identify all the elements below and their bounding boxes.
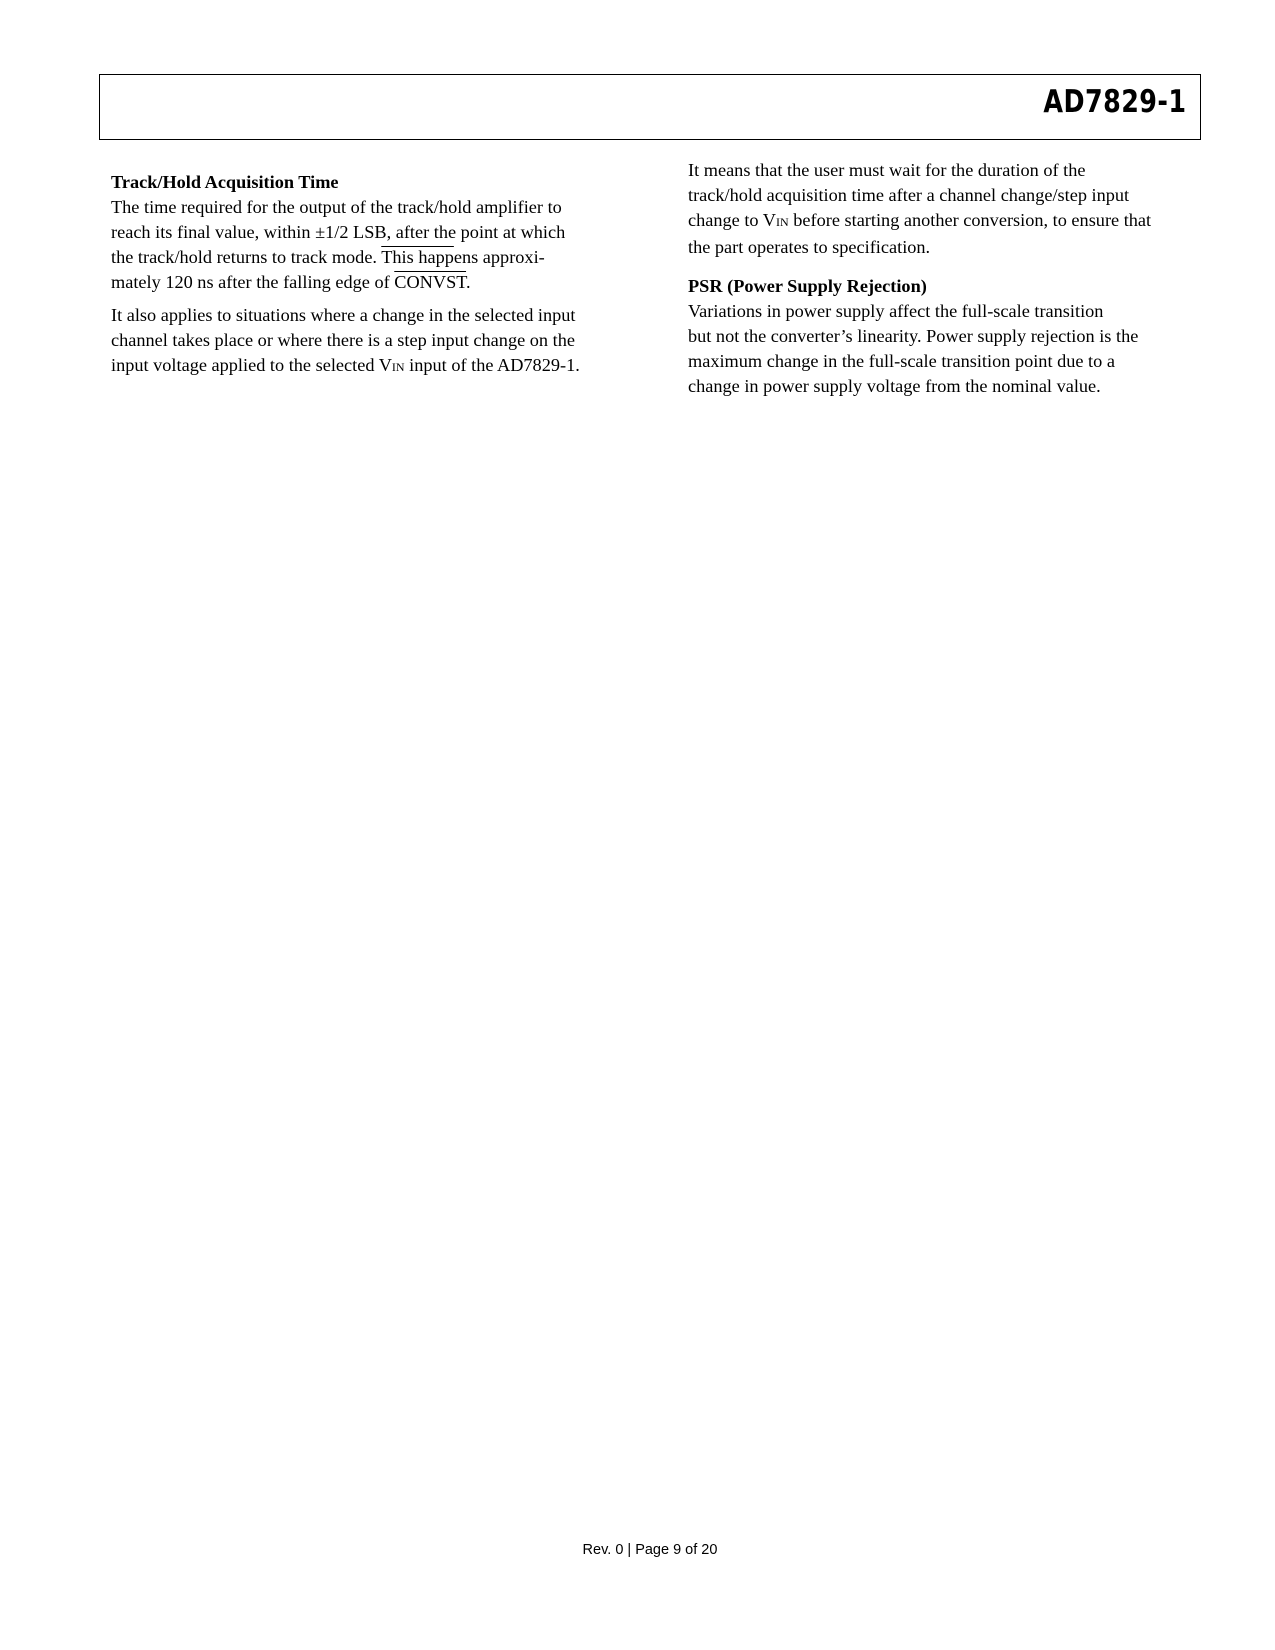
text-line: the track/hold returns to track mode. This happens approxi- [111, 247, 545, 267]
text-line: track/hold acquisition time after a channel change/step input [688, 185, 1130, 205]
psr-paragraph [688, 299, 1193, 399]
text-line: It means that the user must wait for the duration of the [688, 160, 1086, 180]
section-heading-track-hold: Track/Hold Acquisition Time [111, 172, 339, 192]
text-line: reach its final value, within ±1/2 LSB, after the point at which [111, 222, 566, 242]
wait-duration-paragraph [688, 158, 1193, 260]
acquisition-applies-paragraph [111, 303, 611, 380]
text-line: change in power supply voltage from the nominal value. [688, 376, 1101, 396]
track-hold-paragraph [111, 195, 611, 295]
subscript-in: IN [391, 360, 405, 374]
text-line: It also applies to situations where a change in the selected input [111, 305, 576, 325]
page-footer: Rev. 0 | Page 9 of 20 [582, 1542, 718, 1558]
text-line: but not the converter’s linearity. Power supply rejection is the [688, 326, 1139, 346]
page-header [99, 74, 1201, 140]
text-line: the part operates to specification. [688, 237, 931, 257]
text-line: maximum change in the full-scale transition point due to a [688, 351, 1115, 371]
right-column [688, 158, 1193, 407]
text-line: channel takes place or where there is a step input change on the [111, 330, 575, 350]
section-heading-psr: PSR (Power Supply Rejection) [688, 276, 927, 296]
text-line: Variations in power supply affect the full-scale transition [688, 301, 1104, 321]
text-line: The time required for the output of the track/hold amplifier to [111, 197, 562, 217]
part-number: AD7829-1 [1042, 84, 1186, 120]
overlined-text: This happ [381, 247, 454, 267]
convst-signal: CONVST [394, 272, 467, 292]
text-line: input voltage applied to the selected VIN input of the AD7829-1. [111, 355, 580, 375]
left-column [111, 170, 611, 388]
text-line: change to VIN before starting another conversion, to ensure that [688, 210, 1152, 230]
text-line: mately 120 ns after the falling edge of CONVST. [111, 272, 471, 292]
subscript-in: IN [776, 215, 789, 229]
